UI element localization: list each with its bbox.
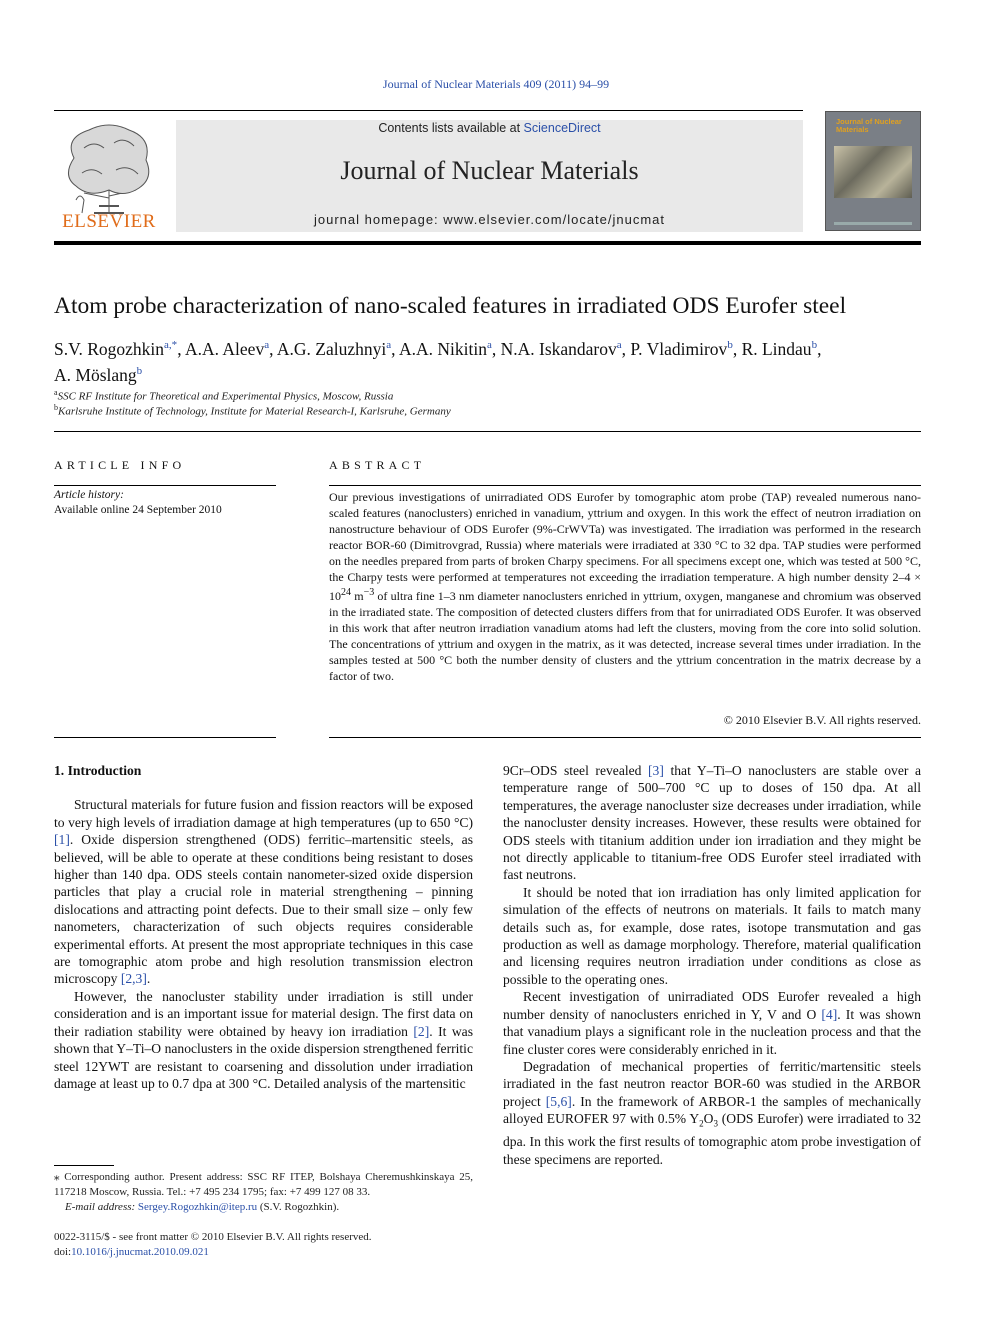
affiliation-a [54,388,393,403]
author-list: S.V. Rogozhkin$^{a,*}$, A.A. Aleev$^a$, A.G. Zaluzhnyi$^a$, A.A. Nikitin$^a$, N.A. Iskandarov$^a$, P. Vladimirov$^b$, R. Lindau$^b$, A. Möslang$^b$ [54,338,822,385]
abstract-bottom-rule [329,737,921,738]
article-info-bottom-rule [54,737,276,738]
author-affiliation-mark[interactable]: a [486,339,492,351]
footnote-mark: ⁎ [54,1171,60,1183]
text-run: (ODS Eurofer) were irradiated to 32 dpa. In this work the first results of tomographic atom probe investigation of these specimens are reported. [503,1111,922,1167]
doi-prefix: doi: [54,1245,72,1258]
author-name[interactable]: R. Lindau [741,338,812,359]
sciencedirect-link[interactable]: ScienceDirect [523,121,601,135]
citation-link[interactable]: [2] [413,1023,430,1039]
author-name[interactable]: A.G. Zaluzhnyi [276,338,387,359]
text-run: Degradation of mechanical properties of ferritic/martensitic steels irradiated in the fast neutron reactor BOR-60 was studied in the ARBOR project [503,1058,921,1109]
article-info-heading: ARTICLE INFO [54,458,186,472]
footnote-text: Corresponding author. Present address: SSC RF ITEP, Bolshaya Cheremushkinskaya 25, 117218 Moscow, Russia. Tel.: +7 495 234 1795; fax: +7 499 127 08 33. [54,1171,473,1198]
body-paragraph [54,796,473,987]
affiliation-mark: b [54,403,58,412]
journal-reference[interactable]: Journal of Nuclear Materials 409 (2011) 94–99 [382,77,610,91]
paper-title: Atom probe characterization of nano-scaled features in irradiated ODS Eurofer steel [54,293,847,319]
text-run: However, the nanocluster stability under irradiation is still under consideration and is an important issue for material design. The first data on their radiation stability were obtained by heavy ion irradiation [54,988,473,1039]
abstract-text [329,490,921,685]
contents-prefix: Contents lists available at [378,121,524,135]
text-run: . It was shown that vanadium plays a significant role in the nucleation process and that the fine cluster cores were considerably enriched in it. [503,1006,921,1057]
footnote-rule [54,1165,114,1166]
author-affiliation-mark[interactable]: b [727,339,733,351]
author-name[interactable]: A. Möslang [54,364,137,385]
front-matter-copyright: 0022-3115/$ - see front matter © 2010 Elsevier B.V. All rights reserved. [54,1231,372,1243]
citation-link[interactable]: [5,6] [545,1093,572,1109]
homepage-prefix: journal homepage: [313,212,444,227]
elsevier-wordmark: ELSEVIER [62,211,156,232]
journal-title: Journal of Nuclear Materials [340,156,639,185]
affiliation-text: Karlsruhe Institute of Technology, Institute for Material Research-I, Karlsruhe, Germany [58,405,451,418]
author-name[interactable]: N.A. Iskandarov [500,338,617,359]
body-right-column [503,762,921,1168]
header-bottom-rule [54,241,921,245]
author-name[interactable]: A.A. Aleev [184,338,265,359]
citation-link[interactable]: [4] [821,1006,838,1022]
abstract-exponent: −3 [363,587,375,599]
section-heading: 1. Introduction [54,763,142,778]
body-paragraph [503,988,921,1058]
email-link[interactable]: Sergey.Rogozhkin@itep.ru [137,1201,258,1213]
email-suffix: (S.V. Rogozhkin). [257,1201,340,1213]
author-name[interactable]: A.A. Nikitin [398,338,487,359]
text-run: that Y–Ti–O nanoclusters are stable over a temperature range of 500–700 °C up to doses of 150 dpa. At all temperatures, the average nanocluster size decreases under irradiation, while the nanocluster density increases. However, these results were obtained for ODS steels with titanium addition under ion irradiation and they might be not directly applicable to titanium-free ODS Eurofer steel irradiated with fast neutrons. [503,763,921,883]
header-top-rule [54,110,803,111]
text-run: . Oxide dispersion strengthened (ODS) ferritic–martensitic steels, as believed, will be able to operate at these conditions being resistant to doses higher than 140 dpa. ODS steels contain nanometer-sized oxide dispersion particles that play a crucial role in material strengthening – pinning dislocations and attracting point defects. Due to their small size – only few nanometers, characterization of such objects requires considerable experimental efforts. At present the most appropriate techniques in this case are tomographic atom probe and high resolution transmission electron microscopy [54,832,473,987]
journal-homepage [176,212,803,227]
citation-link[interactable]: [1] [54,832,70,848]
author-affiliation-mark[interactable]: b [811,339,818,351]
author-affiliation-mark[interactable]: a [264,339,270,351]
text-run: . In the framework of ARBOR-1 the samples of mechanically alloyed EUROFER 97 with 0.5% Y [503,1093,922,1127]
body-left-column [54,762,473,1092]
abstract-rule [329,485,921,486]
cover-title: Journal of Nuclear Materials [836,117,902,134]
text-run: Structural materials for future fusion and fission reactors will be exposed to very high levels of irradiation damage at high temperatures (up to 650 °C) [54,797,473,830]
body-paragraph: It should be noted that ion irradiation has only limited application for simulation of the effects of neutrons on materials. It fails to match many details such as, for example, dose rates, isotope transmutation and gas production as well as damage morphology. Therefore, material qualification and licensing requires neutron irradiation under conditions as close as possible to the operating ones. [503,884,921,987]
abstract-copyright: © 2010 Elsevier B.V. All rights reserved. [723,713,921,727]
article-history-value: Available online 24 September 2010 [54,504,222,516]
email-label: E-mail address: [65,1201,136,1213]
text-run: . It was shown that Y–Ti–O nanoclusters in the oxide dispersion strengthened ferritic steel 12YWT are resistant to coarsening and dissolution under irradiation damage at least up to 0.7 dpa at 300 °C. Detailed analysis of the martensitic [54,1023,474,1091]
text-run: O [703,1111,714,1127]
author-affiliation-mark[interactable]: a,* [164,339,178,351]
doi-link[interactable]: 10.1016/j.jnucmat.2010.09.021 [71,1245,209,1258]
cover-image [834,146,912,198]
abstract-part: of ultra fine 1–3 nm diameter nanoclusters enriched in yttrium, oxygen, manganese and chromium was observed in the irradiated state. The composition of detected clusters differs from that for unirradiated ODS Eurofer. It was observed in this work that after neutron irradiation vanadium atoms had left the clusters, moving from the core into solid solution. The concentrations of yttrium and oxygen in the matrix, as it was detected, increase several times under irradiation. In the samples tested at 500 °C both the number density of clusters and the yttrium concentration in the matrix decrease by a factor of two. [329,589,921,683]
citation-link[interactable]: [3] [648,763,664,778]
body-paragraph [503,762,921,884]
front-matter [54,1230,484,1259]
author-name[interactable]: S.V. Rogozhkin [54,338,165,359]
homepage-url[interactable]: www.elsevier.com/locate/jnucmat [443,212,666,227]
abstract-exponent: 24 [341,587,351,599]
author-name[interactable]: P. Vladimirov [630,338,728,359]
author-affiliation-mark[interactable]: a [386,339,392,351]
subscript: 2 [699,1118,704,1129]
article-history-label: Article history: [54,489,124,501]
doi-line [54,1245,484,1260]
abstract-part: Our previous investigations of unirradiated ODS Eurofer by tomographic atom probe (TAP) revealed numerous nano-scaled features (nanoclusters) enriched in vanadium, yttrium and oxygen. In this work the effect of neutron irradiation on nanostructure behaviour of ODS Eurofer (9%-CrWVTa) was investigated. The irradiation was performed in the research reactor BOR-60 (Dimitrovgrad, Russia) where materials were irradiated at 330 °C to 32 dpa. TAP studies were performed on the needles prepared from parts of broken Charpy specimens. For all specimens except one, which was tested at 500 °C, the Charpy tests were performed at temperatures not exceeding the irradiation temperature. A high number density 2–4 × 10 [329,490,921,604]
abstract-part: m [351,589,364,604]
abstract-heading: ABSTRACT [329,458,426,472]
article-info-rule [54,485,276,486]
citation-link[interactable]: [2,3] [120,971,147,987]
text-run: 9Cr–ODS steel revealed [503,763,649,778]
body-paragraph [54,988,473,1092]
text-run: Recent investigation of unirradiated ODS Eurofer revealed a high number density of nanoclusters enriched in Y, V and O [503,989,921,1022]
affiliation-mark: a [54,388,58,397]
cover-bottom-band [834,222,912,225]
subscript: 3 [713,1118,718,1129]
affiliation-rule [54,431,921,432]
author-affiliation-mark[interactable]: a [616,339,622,351]
author-affiliation-mark[interactable]: b [136,364,143,377]
journal-cover-thumbnail[interactable] [825,111,921,231]
body-paragraph [503,1058,921,1168]
corresponding-author-footnote [54,1170,473,1215]
affiliation-text: SSC RF Institute for Theoretical and Experimental Physics, Moscow, Russia [57,390,394,403]
affiliation-b [54,403,451,418]
contents-line [176,121,803,135]
text-run: . [146,971,151,987]
